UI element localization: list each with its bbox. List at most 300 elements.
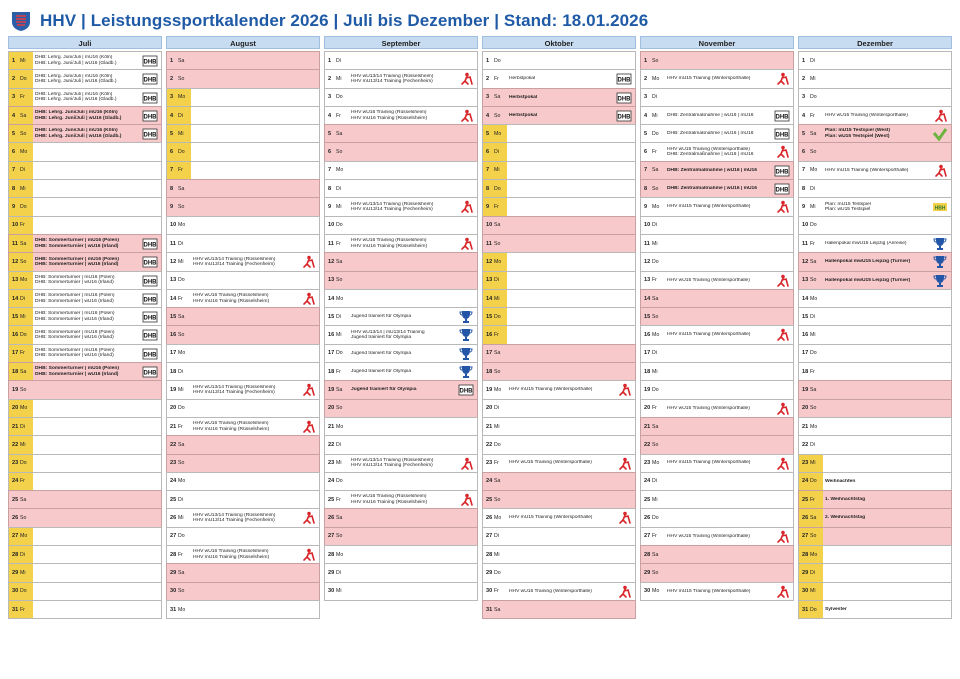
- event-line: DHB: Lehrg. Juni/Juli | mU16 (Köln): [35, 128, 118, 134]
- weekday-label: Di: [336, 57, 341, 64]
- weekday-label: Do: [178, 277, 185, 284]
- day-number: 4: [328, 112, 332, 119]
- weekday-label: Di: [810, 441, 815, 448]
- day-row: [482, 490, 636, 509]
- month-column-juli: [8, 36, 162, 618]
- day-number: 4: [644, 112, 648, 119]
- event-line: HHV wU13/14 Training (Rüsselsheim): [351, 73, 434, 79]
- day-number: 29: [486, 569, 493, 576]
- day-row: [640, 582, 794, 601]
- day-number: 13: [170, 277, 177, 284]
- day-number: 3: [644, 94, 648, 101]
- day-row: [482, 417, 636, 436]
- dhb-logo-icon: [142, 91, 158, 105]
- weekday-label: Mo: [652, 460, 660, 467]
- event-line: HHV wU15 Training (Wintersporthalle): [667, 277, 750, 283]
- weekday-label: Mo: [494, 386, 502, 393]
- day-number: 11: [802, 240, 808, 247]
- month-header: Dezember: [798, 36, 952, 49]
- weekday-label: Fr: [178, 423, 183, 430]
- day-row: [166, 472, 320, 491]
- day-number: 19: [802, 386, 809, 393]
- weekday-label: Mi: [810, 583, 823, 600]
- day-row: [8, 399, 162, 418]
- day-number: 23: [644, 460, 651, 467]
- event-line: Herbstpokal: [509, 112, 538, 118]
- weekday-label: Sa: [336, 130, 343, 137]
- day-row: [640, 508, 794, 527]
- event-line: HHV wU15 Training (Wintersporthalle): [509, 588, 592, 594]
- event-line: HHV wU16 Training (Rüsselsheim): [193, 549, 269, 555]
- day-row: [482, 435, 636, 454]
- day-row: [8, 179, 162, 198]
- weekday-label: Mi: [20, 564, 33, 581]
- day-number: 23: [486, 460, 493, 467]
- day-row: [798, 508, 952, 527]
- day-row: [482, 582, 636, 601]
- day-row: [640, 124, 794, 143]
- dhb-logo-icon: [142, 310, 158, 324]
- trophy-icon: [458, 347, 474, 361]
- svg-text:DHB: DHB: [143, 297, 157, 304]
- day-row: [8, 527, 162, 546]
- weekday-label: Mo: [178, 89, 191, 106]
- weekday-label: So: [336, 149, 343, 156]
- day-row: [482, 380, 636, 399]
- day-row: [482, 399, 636, 418]
- svg-text:DHB: DHB: [617, 114, 631, 121]
- event-line: HHV mU13/14 Training (Fechenheim): [193, 389, 275, 395]
- weekday-label: So: [652, 185, 659, 192]
- dhb-logo-icon: [142, 328, 158, 342]
- weekday-label: Do: [810, 350, 817, 357]
- day-row: [640, 325, 794, 344]
- weekday-label: Di: [494, 272, 507, 289]
- day-number: 19: [644, 386, 651, 393]
- event-line: DHB: Lehrg. Juni/Juli | mU16 (Köln): [35, 91, 113, 97]
- event-line: DHB: Lehrg. Juni/Juli | wU16 (Gladb.): [35, 115, 122, 121]
- day-row: [482, 545, 636, 564]
- hockey-player-icon: [300, 511, 316, 525]
- weekday-label: Mi: [494, 423, 500, 430]
- event-line: Jugend trainiert für Olympia: [351, 350, 412, 356]
- day-number: 6: [802, 149, 806, 156]
- day-row: [166, 380, 320, 399]
- day-row: [166, 582, 320, 601]
- month-column-oktober: [482, 36, 636, 618]
- day-row: [640, 380, 794, 399]
- page-title: HHV | Leistungssportkalender 2026 | Juli bis Dezember | Stand: 18.01.2026: [40, 11, 649, 30]
- event-line: DHB: Sommerturnier | wU16 (Irland): [35, 371, 119, 377]
- dhb-logo-icon: [616, 72, 632, 86]
- day-number: 12: [644, 258, 651, 265]
- svg-text:DHB: DHB: [775, 169, 789, 176]
- day-number: 1: [170, 57, 174, 64]
- day-row: [482, 216, 636, 235]
- day-row: [8, 289, 162, 308]
- day-row: [166, 490, 320, 509]
- weekday-label: Sa: [494, 94, 501, 101]
- weekday-label: Mi: [494, 290, 507, 307]
- event-line: Jugend trainiert für Olympia: [351, 368, 412, 374]
- event-line: DHB: Sommerturnier | mU16 (Polen): [35, 311, 115, 317]
- day-row: [8, 490, 162, 509]
- day-number: 7: [9, 162, 20, 179]
- day-row: [798, 179, 952, 198]
- event-line: DHB: Zentralmaßnahme | wU16 | mU16: [667, 152, 754, 158]
- svg-text:DHB: DHB: [143, 114, 157, 121]
- day-row: [798, 417, 952, 436]
- hockey-player-icon: [458, 457, 474, 471]
- weekday-label: Fr: [20, 217, 33, 234]
- day-row: [166, 69, 320, 88]
- month-header: August: [166, 36, 320, 49]
- day-row: [798, 51, 952, 70]
- weekday-label: Mo: [652, 588, 660, 595]
- day-row: [324, 545, 478, 564]
- weekday-label: So: [652, 441, 659, 448]
- svg-text:DHB: DHB: [143, 77, 157, 84]
- day-number: 25: [328, 496, 335, 503]
- day-row: [798, 88, 952, 107]
- dhb-logo-icon: [142, 127, 158, 141]
- day-number: 22: [644, 441, 651, 448]
- day-number: 2: [486, 75, 490, 82]
- day-number: 1: [328, 57, 332, 64]
- day-number: 3: [802, 94, 806, 101]
- day-number: 29: [799, 564, 810, 581]
- day-row: [482, 362, 636, 381]
- svg-text:DHB: DHB: [775, 187, 789, 194]
- weekday-label: Fr: [336, 112, 341, 119]
- day-row: [166, 454, 320, 473]
- day-row: [8, 106, 162, 125]
- day-row: [324, 69, 478, 88]
- hockey-player-icon: [458, 109, 474, 123]
- day-row: [8, 142, 162, 161]
- day-number: 14: [328, 295, 335, 302]
- event-line: Hallenpokal mwU15 Leipzig (Turnier): [825, 259, 911, 265]
- event-line: DHB: Lehrg. Juni/Juli | mU16 (Köln): [35, 110, 118, 116]
- day-number: 13: [9, 272, 20, 289]
- day-number: 23: [170, 460, 177, 467]
- day-number: 17: [170, 350, 177, 357]
- day-number: 27: [328, 533, 335, 540]
- day-row: [640, 197, 794, 216]
- weekday-label: Mo: [652, 75, 660, 82]
- day-row: [8, 325, 162, 344]
- event-line: DHB: Sommerturnier | wU16 (Irland): [35, 261, 119, 267]
- dhb-logo-icon: [774, 182, 790, 196]
- weekday-label: Mi: [178, 386, 184, 393]
- trophy-icon: [932, 237, 948, 251]
- weekday-label: So: [810, 277, 817, 284]
- dhb-logo-icon: [774, 127, 790, 141]
- weekday-label: Mi: [336, 460, 342, 467]
- weekday-label: Mi: [810, 204, 816, 211]
- day-number: 25: [486, 496, 493, 503]
- day-number: 26: [486, 515, 493, 522]
- day-number: 11: [170, 240, 176, 247]
- weekday-label: Mo: [810, 423, 818, 430]
- weekday-label: Sa: [494, 606, 501, 613]
- day-number: 1: [802, 57, 806, 64]
- day-row: [166, 362, 320, 381]
- weekday-label: Mo: [20, 400, 33, 417]
- day-number: 27: [170, 533, 177, 540]
- hockey-player-icon: [932, 109, 948, 123]
- day-row: [798, 545, 952, 564]
- trophy-icon: [458, 365, 474, 379]
- weekday-label: Sa: [20, 363, 33, 380]
- weekday-label: Do: [20, 455, 33, 472]
- event-line: HHV mU13/14 Training (Fechenheim): [193, 518, 275, 524]
- day-number: 7: [483, 162, 494, 179]
- day-row: [798, 197, 952, 216]
- day-number: 21: [644, 423, 651, 430]
- weekday-label: Sa: [20, 496, 27, 503]
- day-row: [8, 197, 162, 216]
- day-number: 28: [9, 546, 20, 563]
- day-number: 15: [483, 308, 494, 325]
- weekday-label: Mi: [178, 515, 184, 522]
- weekday-label: Mi: [20, 308, 33, 325]
- day-number: 17: [328, 350, 335, 357]
- weekday-label: So: [810, 528, 823, 545]
- event-line: HHV mU15 Training (Wintersporthalle): [509, 515, 593, 521]
- day-row: [482, 454, 636, 473]
- weekday-label: Mi: [20, 180, 33, 197]
- hockey-player-icon: [774, 585, 790, 599]
- day-number: 16: [9, 326, 20, 343]
- dhb-logo-icon: [142, 292, 158, 306]
- weekday-label: Fr: [336, 496, 341, 503]
- day-number: 5: [483, 125, 494, 142]
- event-line: DHB: Zentralmaßnahme | wU16 | mU16: [667, 167, 757, 173]
- weekday-label: Fr: [810, 368, 815, 375]
- event-line: HHV mU15 Training (Wintersporthalle): [667, 76, 751, 82]
- event-line: HHV mU16 Training (Rüsselsheim): [193, 426, 270, 432]
- weekday-label: Sa: [652, 295, 659, 302]
- day-row: [798, 399, 952, 418]
- day-row: [8, 435, 162, 454]
- check-logo-icon: [932, 127, 948, 141]
- trophy-icon: [932, 255, 948, 269]
- day-row: [324, 344, 478, 363]
- event-line: Plan: wU15 Testspiel: [825, 207, 871, 213]
- day-row: [8, 344, 162, 363]
- day-row: [798, 325, 952, 344]
- event-line: HHV mU15 Training (Wintersporthalle): [667, 460, 751, 466]
- svg-text:DHB: DHB: [143, 315, 157, 322]
- weekday-label: So: [20, 386, 27, 393]
- day-number: 6: [9, 143, 20, 160]
- hockey-player-icon: [616, 383, 632, 397]
- weekday-label: Mo: [810, 167, 818, 174]
- day-row: [482, 344, 636, 363]
- weekday-label: Mo: [336, 551, 344, 558]
- day-row: [640, 142, 794, 161]
- month-column-september: [324, 36, 478, 618]
- day-number: 13: [644, 277, 651, 284]
- day-number: 14: [644, 295, 651, 302]
- weekday-label: Sa: [652, 167, 659, 174]
- day-row: [798, 362, 952, 381]
- weekday-label: Di: [20, 418, 33, 435]
- day-row: [166, 197, 320, 216]
- weekday-label: Di: [494, 405, 499, 412]
- day-number: 13: [483, 272, 494, 289]
- event-line: Hallenpokal mwU15 Leipzig (Anreise): [825, 240, 907, 246]
- day-number: 9: [328, 204, 332, 211]
- day-number: 20: [170, 405, 177, 412]
- dhb-logo-icon: [142, 109, 158, 123]
- svg-text:DHB: DHB: [143, 260, 157, 267]
- day-row: [8, 582, 162, 601]
- event-line: HHV wU13/14 Training (Rüsselsheim): [351, 457, 434, 463]
- weekday-label: Do: [494, 57, 501, 64]
- day-row: [798, 454, 952, 473]
- weekday-label: Di: [336, 185, 341, 192]
- day-number: 31: [9, 601, 20, 618]
- day-number: 12: [170, 258, 177, 265]
- day-row: [324, 325, 478, 344]
- weekday-label: Do: [336, 222, 343, 229]
- day-row: [640, 344, 794, 363]
- event-line: DHB: Sommerturnier | mU16 (Polen): [35, 329, 115, 335]
- day-row: [166, 216, 320, 235]
- day-row: [166, 161, 320, 180]
- day-number: 16: [483, 326, 494, 343]
- weekday-label: Mi: [20, 52, 33, 69]
- day-row: [166, 252, 320, 271]
- dhb-logo-icon: [142, 255, 158, 269]
- weekday-label: Mo: [336, 423, 344, 430]
- weekday-label: So: [20, 125, 33, 142]
- event-line: Herbstpokal: [509, 94, 538, 100]
- weekday-label: Mo: [494, 253, 507, 270]
- event-line: DHB: Sommerturnier | wU16 (Irland): [35, 243, 119, 249]
- weekday-label: So: [178, 75, 185, 82]
- day-number: 31: [799, 601, 810, 618]
- day-row: [324, 271, 478, 290]
- weekday-label: Do: [652, 130, 659, 137]
- weekday-label: Do: [652, 386, 659, 393]
- day-number: 25: [644, 496, 651, 503]
- svg-text:DHB: DHB: [459, 388, 473, 395]
- day-number: 30: [644, 588, 651, 595]
- day-number: 27: [486, 533, 493, 540]
- day-row: [640, 307, 794, 326]
- dhb-logo-icon: [774, 109, 790, 123]
- day-row: [640, 435, 794, 454]
- day-number: 24: [9, 473, 20, 490]
- day-row: [640, 454, 794, 473]
- weekday-label: So: [178, 204, 185, 211]
- day-row: [166, 545, 320, 564]
- hockey-player-icon: [458, 200, 474, 214]
- weekday-label: Sa: [652, 423, 659, 430]
- day-row: [640, 88, 794, 107]
- day-number: 17: [9, 345, 20, 362]
- day-row: [166, 124, 320, 143]
- weekday-label: Di: [178, 368, 183, 375]
- day-number: 4: [802, 112, 806, 119]
- day-number: 5: [9, 125, 20, 142]
- day-number: 8: [644, 185, 648, 192]
- day-number: 28: [328, 551, 335, 558]
- weekday-label: So: [178, 460, 185, 467]
- day-row: [8, 124, 162, 143]
- day-number: 9: [170, 204, 174, 211]
- day-number: 22: [9, 436, 20, 453]
- svg-text:DHB: DHB: [143, 352, 157, 359]
- weekday-label: Sa: [494, 478, 501, 485]
- event-line: DHB: Lehrg. Juni/Juli | wU16 (Gladb.): [35, 60, 117, 66]
- event-line: HHV mU16 Training (Rüsselsheim): [351, 499, 428, 505]
- event-line: DHB: Zentralmaßnahme | wU16 | mU16: [667, 131, 754, 137]
- weekday-label: Mo: [20, 272, 33, 289]
- day-row: [324, 142, 478, 161]
- weekday-label: So: [336, 533, 343, 540]
- weekday-label: Mi: [652, 496, 658, 503]
- weekday-label: Sa: [20, 107, 33, 124]
- day-row: [324, 362, 478, 381]
- day-number: 22: [802, 441, 809, 448]
- weekday-label: So: [494, 368, 501, 375]
- day-row: [8, 472, 162, 491]
- hockey-player-icon: [616, 511, 632, 525]
- weekday-label: Mo: [178, 606, 186, 613]
- day-number: 6: [167, 143, 178, 160]
- trophy-icon: [458, 328, 474, 342]
- day-row: [166, 179, 320, 198]
- weekday-label: Mi: [810, 75, 816, 82]
- day-row: [324, 454, 478, 473]
- day-number: 15: [170, 313, 177, 320]
- day-row: [324, 508, 478, 527]
- weekday-label: Sa: [336, 258, 343, 265]
- day-row: [640, 69, 794, 88]
- day-number: 15: [328, 313, 335, 320]
- weekday-label: Sa: [652, 551, 659, 558]
- day-row: [324, 252, 478, 271]
- hessen-lion-icon: [10, 10, 32, 32]
- hockey-player-icon: [774, 328, 790, 342]
- weekday-label: Mi: [652, 240, 658, 247]
- weekday-label: Do: [494, 180, 507, 197]
- day-number: 13: [802, 277, 809, 284]
- dhb-logo-icon: [458, 383, 474, 397]
- day-row: [798, 142, 952, 161]
- day-row: [640, 234, 794, 253]
- day-number: 3: [486, 94, 490, 101]
- svg-text:DHB: DHB: [143, 370, 157, 377]
- day-row: [482, 307, 636, 326]
- day-number: 10: [644, 222, 651, 229]
- weekday-label: Di: [652, 478, 657, 485]
- day-row: [798, 582, 952, 601]
- weekday-label: Fr: [652, 277, 657, 284]
- weekday-label: Di: [178, 496, 183, 503]
- hockey-player-icon: [300, 383, 316, 397]
- day-row: [324, 527, 478, 546]
- weekday-label: Mi: [178, 258, 184, 265]
- day-number: 6: [483, 143, 494, 160]
- event-text: [823, 479, 951, 484]
- weekday-label: Di: [336, 569, 341, 576]
- day-number: 16: [328, 332, 335, 339]
